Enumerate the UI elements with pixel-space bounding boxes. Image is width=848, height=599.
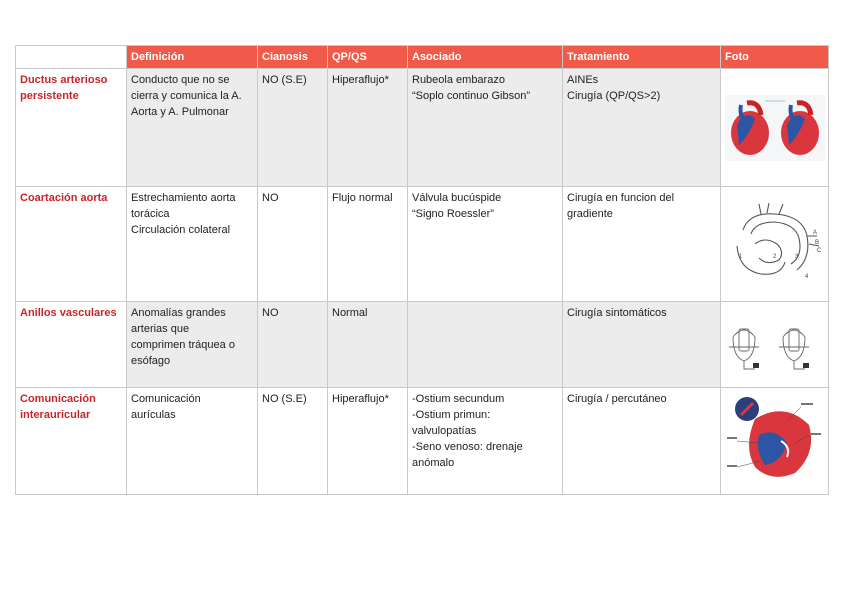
cell-definicion: Conducto que no se cierra y comunica la A. Aorta y A. Pulmonar [127, 69, 258, 187]
header-qpqs: QP/QS [328, 46, 408, 69]
svg-text:3: 3 [795, 254, 799, 260]
cardiopathy-table [15, 45, 829, 495]
cell-foto [721, 302, 829, 388]
cell-definicion: Estrechamiento aorta torácica Circulación colateral [127, 187, 258, 302]
cell-cianosis: NO (S.E) [258, 69, 328, 187]
header-foto: Foto [721, 46, 829, 69]
row-label: Anillos vasculares [16, 302, 127, 388]
svg-text:4: 4 [805, 274, 809, 280]
vascular-ring-sketch-icon [725, 317, 825, 373]
header-row [16, 46, 829, 69]
cell-qpqs: Normal [328, 302, 408, 388]
header-definicion: Definición [127, 46, 258, 69]
row-label: Ductus arterioso persistente [16, 69, 127, 187]
cell-asociado: -Ostium secundum -Ostium primun: valvulopatías -Seno venoso: drenaje anómalo [408, 388, 563, 495]
cell-tratamiento: Cirugía / percutáneo [563, 388, 721, 495]
cell-cianosis: NO [258, 187, 328, 302]
heart-diagram-icon [725, 95, 825, 161]
cell-foto [721, 388, 829, 495]
cell-cianosis: NO (S.E) [258, 388, 328, 495]
cell-definicion: Anomalías grandes arterias que comprimen tráquea o esófago [127, 302, 258, 388]
cell-cianosis: NO [258, 302, 328, 388]
cell-foto [721, 69, 829, 187]
header-asociado: Asociado [408, 46, 563, 69]
table-row [16, 388, 829, 495]
header-tratamiento: Tratamiento [563, 46, 721, 69]
row-label: Comunicación interauricular [16, 388, 127, 495]
svg-text:1: 1 [739, 254, 743, 260]
table-row [16, 69, 829, 187]
cell-tratamiento: AINEs Cirugía (QP/QS>2) [563, 69, 721, 187]
atrial-septal-defect-icon [725, 391, 825, 487]
svg-text:2: 2 [773, 254, 777, 260]
header-cianosis: Cianosis [258, 46, 328, 69]
header-corner [16, 46, 127, 69]
table-row [16, 187, 829, 302]
aorta-sketch-icon [725, 200, 825, 288]
svg-text:C: C [817, 248, 822, 254]
cell-asociado: Rubeola embarazo “Soplo continuo Gibson” [408, 69, 563, 187]
cell-definicion: Comunicación aurículas [127, 388, 258, 495]
row-label: Coartación aorta [16, 187, 127, 302]
cell-asociado: Válvula bucúspide “Signo Roessler” [408, 187, 563, 302]
cell-tratamiento: Cirugía sintomáticos [563, 302, 721, 388]
cell-qpqs: Flujo normal [328, 187, 408, 302]
cell-foto [721, 187, 829, 302]
cell-qpqs: Hiperaflujo* [328, 69, 408, 187]
cell-tratamiento: Cirugía en funcion del gradiente [563, 187, 721, 302]
svg-text:B: B [815, 240, 820, 246]
cell-qpqs: Hiperaflujo* [328, 388, 408, 495]
cell-asociado [408, 302, 563, 388]
svg-text:A: A [813, 230, 818, 236]
table-row [16, 302, 829, 388]
